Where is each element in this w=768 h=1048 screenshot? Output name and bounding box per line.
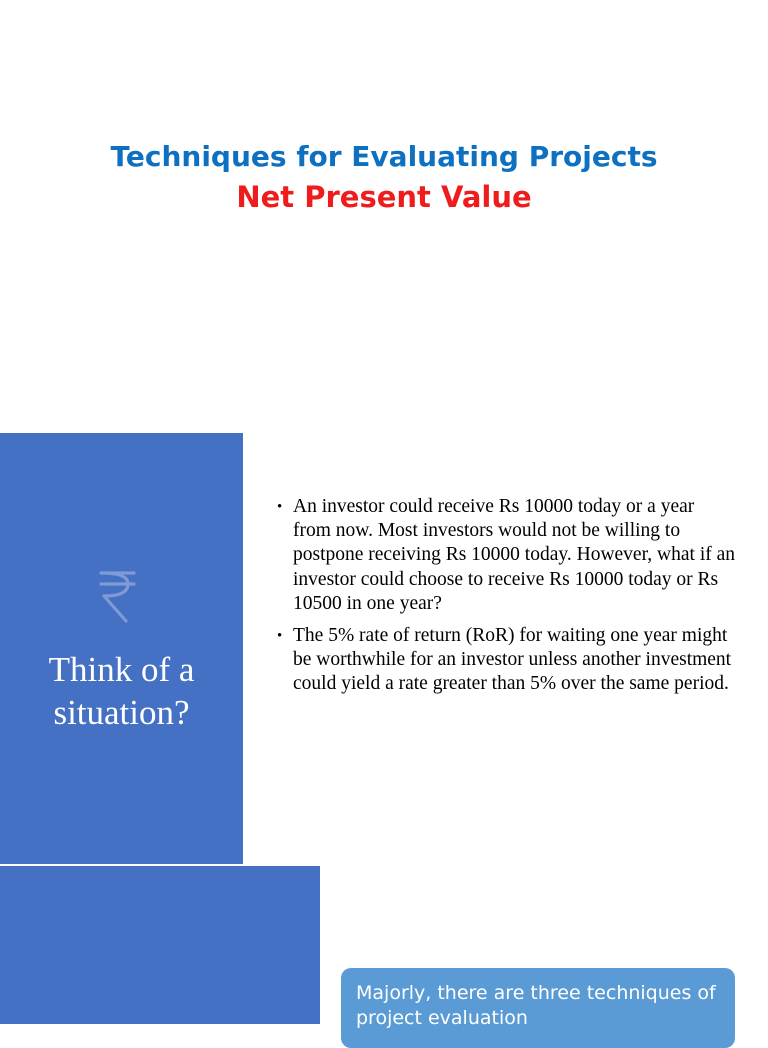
accent-panel-bottom	[0, 866, 320, 1024]
bullet-text: The 5% rate of return (RoR) for waiting one year might be worthwhile for an investor unless another investment could yield a rate greater than 5% over the same period.	[293, 625, 732, 695]
bullet-item	[277, 624, 737, 697]
bullet-marker: •	[277, 628, 283, 645]
panel-heading: Think of a situation?	[48, 650, 195, 732]
slide-title: Techniques for Evaluating Projects	[110, 140, 658, 173]
bullet-list	[277, 495, 737, 705]
bullet-text: An investor could receive Rs 10000 today or a year from now. Most investors would not be willing to postpone receiving Rs 10000 today. However, what if an investor could choose to receive Rs 10000 today or Rs 10500 in one year?	[293, 496, 736, 614]
callout-box	[341, 968, 735, 1048]
rupee-icon	[96, 568, 138, 624]
callout-text: Majorly, there are three techniques of project evaluation	[356, 982, 716, 1029]
bullet-marker: •	[277, 499, 283, 515]
slide-subtitle: Net Present Value	[236, 180, 532, 214]
bullet-item	[277, 495, 737, 616]
